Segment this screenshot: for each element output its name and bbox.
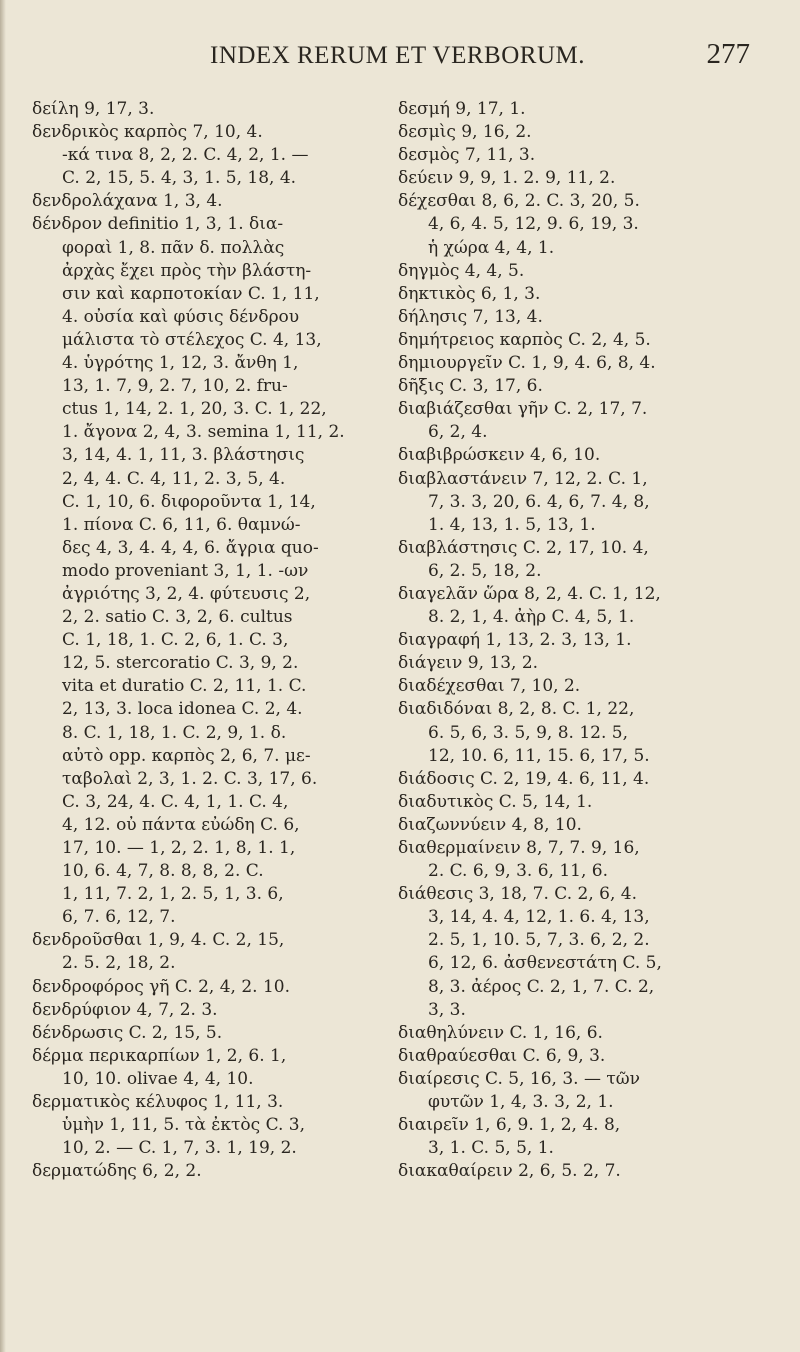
index-entry: δηγμὸς 4, 4, 5. [398, 260, 525, 281]
index-entry: δημήτρειος καρπὸς C. 2, 4, 5. [398, 329, 651, 350]
index-entry: διάδοσις C. 2, 19, 4. 6, 11, 4. [398, 768, 650, 789]
index-entry-continuation: 17, 10. — 1, 2, 2. 1, 8, 1. 1, [62, 838, 296, 858]
index-entry-continuation: 1. 4, 13, 1. 5, 13, 1. [428, 514, 596, 535]
index-entry-continuation: C. 1, 18, 1. C. 2, 6, 1. C. 3, [62, 630, 289, 651]
index-entry-continuation: -κά τινα 8, 2, 2. C. 4, 2, 1. — [62, 145, 309, 166]
index-entry-continuation: μάλιστα τὸ στέλεχος C. 4, 13, [62, 329, 322, 350]
index-entry-continuation: ctus 1, 14, 2. 1, 20, 3. C. 1, 22, [62, 399, 327, 420]
index-entry-continuation: 6, 12, 6. ἀσθενεστάτη C. 5, [428, 953, 662, 974]
index-entry-continuation: 12, 10. 6, 11, 15. 6, 17, 5. [428, 745, 650, 766]
index-entry: δέχεσθαι 8, 6, 2. C. 3, 20, 5. [398, 191, 640, 212]
index-entry-continuation: ἡ χώρα 4, 4, 1. [428, 237, 555, 258]
index-entry-continuation: 6. 5, 6, 3. 5, 9, 8. 12. 5, [428, 722, 629, 743]
index-entry-continuation: 1, 11, 7. 2, 1, 2. 5, 1, 3. 6, [62, 884, 284, 905]
index-entry-continuation: 10, 10. olivae 4, 4, 10. [62, 1068, 254, 1089]
index-entry-continuation: 8. C. 1, 18, 1. C. 2, 9, 1. δ. [62, 722, 287, 743]
page-edge [0, 0, 6, 1352]
page-number: 277 [706, 38, 750, 70]
index-entry-continuation: 2, 13, 3. loca idonea C. 2, 4. [62, 699, 303, 720]
index-entry-continuation: 10, 6. 4, 7, 8. 8, 8, 2. C. [62, 861, 264, 882]
index-entry: διαίρεσις C. 5, 16, 3. — τῶν [398, 1068, 640, 1089]
index-entry: δεσμὶς 9, 16, 2. [398, 122, 532, 143]
index-entry: δέρμα περικαρπίων 1, 2, 6. 1, [32, 1045, 287, 1066]
index-entry-continuation: 4, 12. οὐ πάντα εὐώδη C. 6, [62, 814, 300, 835]
index-entry-continuation: 2. 5, 1, 10. 5, 7, 3. 6, 2, 2. [428, 930, 650, 951]
index-entry-continuation: φοραὶ 1, 8. πᾶν δ. πολλὰς [62, 237, 285, 258]
index-entry-continuation: modo proveniant 3, 1, 1. -ων [62, 560, 309, 581]
index-entry: δεσμή 9, 17, 1. [398, 99, 526, 119]
index-entry: δερματώδης 6, 2, 2. [32, 1161, 202, 1182]
index-entry: δήλησις 7, 13, 4. [398, 306, 543, 327]
index-entry-continuation: δες 4, 3, 4. 4, 4, 6. ἄγρια quo- [62, 537, 319, 558]
index-entry-continuation: 6, 2. 5, 18, 2. [428, 560, 542, 581]
index-entry: διαβιάζεσθαι γῆν C. 2, 17, 7. [398, 399, 648, 420]
index-entry: δενδροῦσθαι 1, 9, 4. C. 2, 15, [32, 930, 285, 951]
index-entry: δερματικὸς κέλυφος 1, 11, 3. [32, 1092, 284, 1113]
index-entry-continuation: 4. οὐσία καὶ φύσις δένδρου [62, 306, 300, 327]
index-entry: δεσμὸς 7, 11, 3. [398, 145, 536, 166]
index-entry: διαδέχεσθαι 7, 10, 2. [398, 676, 581, 697]
index-entry-continuation: 7, 3. 3, 20, 6. 4, 6, 7. 4, 8, [428, 491, 650, 512]
index-entry: διαζωννύειν 4, 8, 10. [398, 814, 582, 835]
index-entry: δένδρωσις C. 2, 15, 5. [32, 1022, 223, 1043]
index-entry-continuation: 2. C. 6, 9, 3. 6, 11, 6. [428, 861, 608, 882]
index-entry: διάθεσις 3, 18, 7. C. 2, 6, 4. [398, 884, 637, 905]
index-entry-continuation: ὑμὴν 1, 11, 5. τὰ ἐκτὸς C. 3, [62, 1115, 306, 1136]
index-entry-continuation: φυτῶν 1, 4, 3. 3, 2, 1. [428, 1092, 614, 1113]
index-column-right [398, 98, 764, 1183]
index-entry-continuation: 2. 5. 2, 18, 2. [62, 953, 176, 974]
index-entry: διάγειν 9, 13, 2. [398, 653, 539, 674]
index-entry: διαιρεῖν 1, 6, 9. 1, 2, 4. 8, [398, 1115, 621, 1136]
index-entry: διαθηλύνειν C. 1, 16, 6. [398, 1022, 603, 1043]
index-entry-continuation: 8. 2, 1, 4. ἀὴρ C. 4, 5, 1. [428, 607, 635, 628]
index-entry-continuation: 3, 14, 4. 1, 11, 3. βλάστησις [62, 445, 305, 466]
index-entry-continuation: C. 3, 24, 4. C. 4, 1, 1. C. 4, [62, 791, 289, 812]
index-entry: δῆξις C. 3, 17, 6. [398, 376, 543, 397]
index-entry-continuation: 1. ἄγονα 2, 4, 3. semina 1, 11, 2. [62, 422, 345, 443]
index-entry-continuation: 4, 6, 4. 5, 12, 9. 6, 19, 3. [428, 214, 639, 235]
index-entry: δενδρύφιον 4, 7, 2. 3. [32, 999, 218, 1020]
index-entry: δηκτικὸς 6, 1, 3. [398, 283, 541, 304]
index-entry: διακαθαίρειν 2, 6, 5. 2, 7. [398, 1161, 621, 1182]
running-title: INDEX RERUM ET VERBORUM. [210, 42, 585, 69]
index-entry-continuation: vita et duratio C. 2, 11, 1. C. [62, 676, 307, 697]
index-entry: διαβλαστάνειν 7, 12, 2. C. 1, [398, 468, 648, 489]
index-entry: διαδιδόναι 8, 2, 8. C. 1, 22, [398, 699, 635, 720]
index-entry: δενδροφόρος γῆ C. 2, 4, 2. 10. [32, 976, 290, 997]
index-entry-continuation: 2, 4, 4. C. 4, 11, 2. 3, 5, 4. [62, 468, 286, 489]
index-entry-continuation: σιν καὶ καρποτοκίαν C. 1, 11, [62, 283, 320, 304]
index-entry: δείλη 9, 17, 3. [32, 99, 155, 119]
index-entry-continuation: 6, 2, 4. [428, 422, 488, 443]
index-entry-continuation: 6, 7. 6, 12, 7. [62, 907, 176, 928]
index-entry: διαγραφή 1, 13, 2. 3, 13, 1. [398, 630, 632, 651]
index-entry-continuation: C. 1, 10, 6. διφοροῦντα 1, 14, [62, 491, 316, 512]
index-entry-continuation: αὐτὸ opp. καρπὸς 2, 6, 7. με- [62, 745, 311, 766]
index-entry-continuation: ἀρχὰς ἔχει πρὸς τὴν βλάστη- [62, 260, 312, 281]
index-entry-continuation: ἀγριότης 3, 2, 4. φύτευσις 2, [62, 583, 311, 604]
index-entry-continuation: 13, 1. 7, 9, 2. 7, 10, 2. fru- [62, 376, 288, 397]
index-entry-continuation: 10, 2. — C. 1, 7, 3. 1, 19, 2. [62, 1138, 297, 1159]
page-header [0, 36, 800, 80]
index-entry-continuation: 8, 3. ἀέρος C. 2, 1, 7. C. 2, [428, 976, 655, 997]
index-entry: διαθερμαίνειν 8, 7, 7. 9, 16, [398, 838, 640, 858]
index-entry: δενδρικὸς καρπὸς 7, 10, 4. [32, 122, 263, 143]
index-entry-continuation: ταβολαὶ 2, 3, 1. 2. C. 3, 17, 6. [62, 768, 318, 789]
index-entry-continuation: 2, 2. satio C. 3, 2, 6. cultus [62, 607, 293, 628]
index-entry: δένδρον definitio 1, 3, 1. δια- [32, 214, 284, 235]
index-entry: διαβλάστησις C. 2, 17, 10. 4, [398, 537, 649, 558]
index-entry: δεύειν 9, 9, 1. 2. 9, 11, 2. [398, 168, 616, 189]
index-entry-continuation: 12, 5. stercoratio C. 3, 9, 2. [62, 653, 299, 674]
index-entry: δενδρολάχανα 1, 3, 4. [32, 191, 223, 212]
index-entry: διαβιβρώσκειν 4, 6, 10. [398, 445, 601, 466]
index-entry: διαδυτικὸς C. 5, 14, 1. [398, 791, 593, 812]
index-column-left [32, 98, 390, 1183]
index-entry: διαθραύεσθαι C. 6, 9, 3. [398, 1045, 606, 1066]
index-entry: δημιουργεῖν C. 1, 9, 4. 6, 8, 4. [398, 353, 656, 374]
index-entry-continuation: 3, 1. C. 5, 5, 1. [428, 1138, 554, 1159]
index-entry-continuation: 3, 14, 4. 4, 12, 1. 6. 4, 13, [428, 907, 650, 928]
index-entry-continuation: 4. ὑγρότης 1, 12, 3. ἄνθη 1, [62, 353, 299, 374]
index-entry-continuation: 1. πίονα C. 6, 11, 6. θαμνώ- [62, 514, 301, 535]
index-entry-continuation: C. 2, 15, 5. 4, 3, 1. 5, 18, 4. [62, 168, 297, 189]
index-entry-continuation: 3, 3. [428, 999, 466, 1020]
index-entry: διαγελᾶν ὥρα 8, 2, 4. C. 1, 12, [398, 583, 661, 604]
